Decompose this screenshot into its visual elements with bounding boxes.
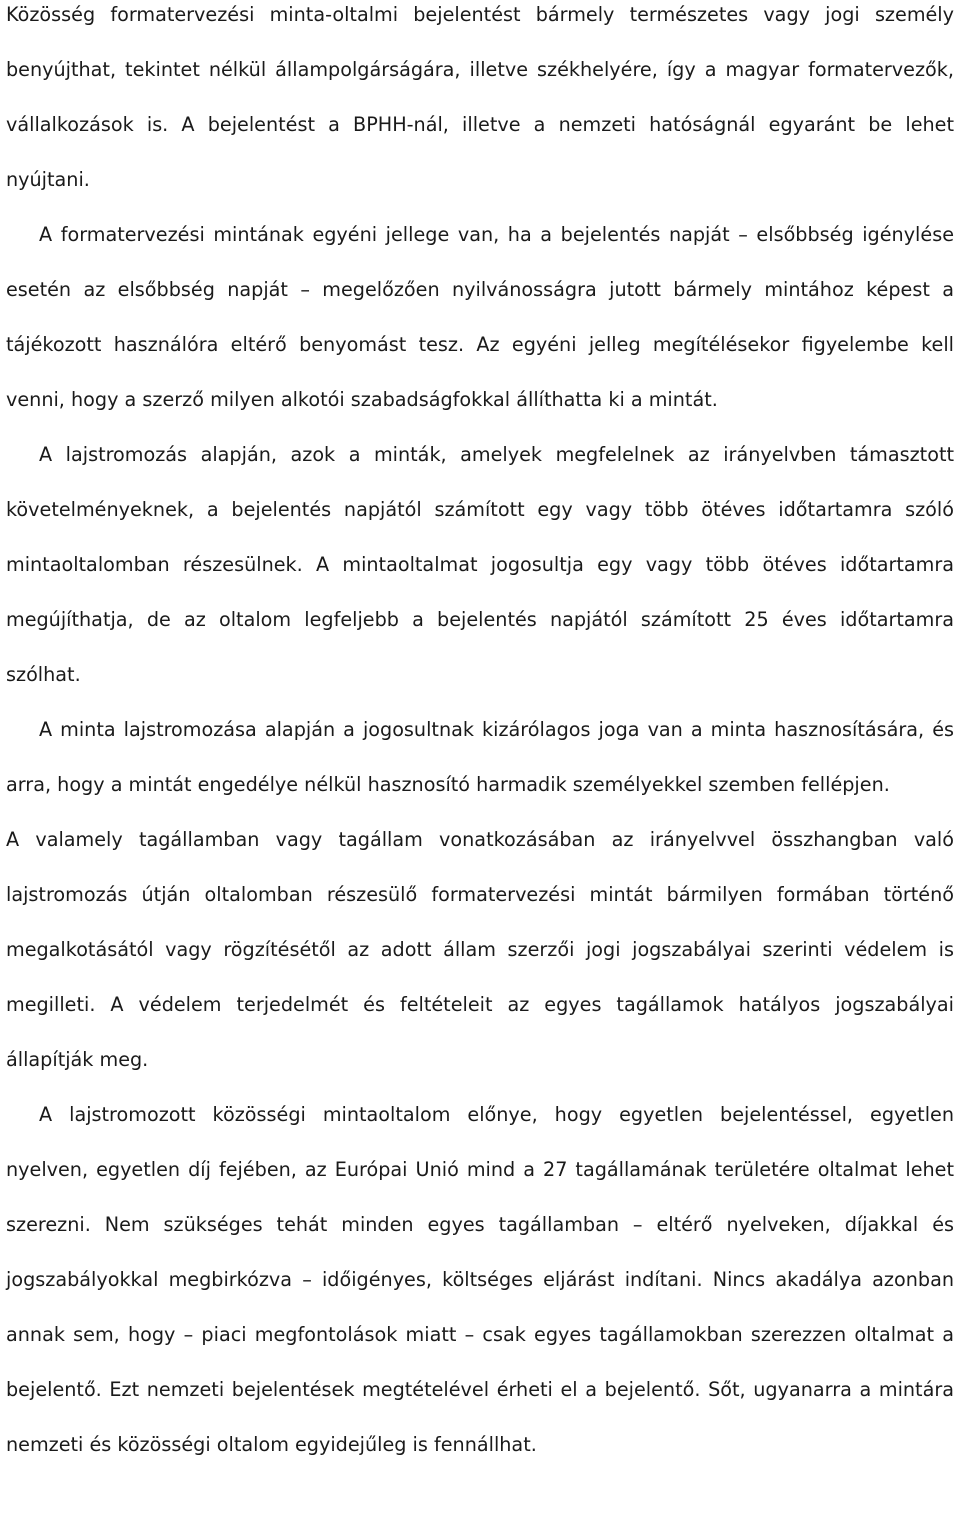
paragraph-6: A lajstromozott közösségi mintaoltalom előnye, hogy egyetlen bejelentéssel, egyetlen nyelven, egyetlen díj fejében, az Európai Unió mind a 27 tagállamának területére oltalmat lehet szerezni. Nem szükséges tehát minden egyes tagállamban – eltérő nyelveken, díjakkal és jogszabályokkal megbirkózva – időigényes, költséges eljárást indítani. Nincs akadálya azonban annak sem, hogy – piaci megfontolások miatt – csak egyes tagállamokban szerezzen oltalmat a bejelentő. Ezt nemzeti bejelentések megtételével érheti el a bejelentő. Sőt, ugyanarra a mintára nemzeti és közösségi oltalom egyidejűleg is fennállhat.	[6, 1103, 954, 1456]
paragraph-2: A formatervezési mintának egyéni jellege van, ha a bejelentés napját – elsőbbség igénylése esetén az elsőbbség napját – megelőzően nyilvánosságra jutott bármely mintához képest a tájékozott használóra eltérő benyomást tesz. Az egyéni jelleg megítélésekor figyelembe kell venni, hogy a szerző milyen alkotói szabadságfokkal állíthatta ki a mintát.	[6, 223, 954, 411]
paragraph-5: A valamely tagállamban vagy tagállam vonatkozásában az irányelvvel összhangban való lajstromozás útján oltalomban részesülő formatervezési mintát bármilyen formában történő megalkotásától vagy rögzítésétől az adott állam szerzői jogi jogszabályai szerinti védelem is megilleti. A védelem terjedelmét és feltételeit az egyes tagállamok hatályos jogszabályai állapítják meg.	[6, 828, 954, 1071]
paragraph-1: Közösség formatervezési minta-oltalmi bejelentést bármely természetes vagy jogi személy benyújthat, tekintet nélkül állampolgárságára, illetve székhelyére, így a magyar formatervezők, vállalkozások is. A bejelentést a BPHH-nál, illetve a nemzeti hatóságnál egyaránt be lehet nyújtani.	[6, 3, 954, 191]
paragraph-3: A lajstromozás alapján, azok a minták, amelyek megfelelnek az irányelvben támasztott követelményeknek, a bejelentés napjától számított egy vagy több ötéves időtartamra szóló mintaoltalomban részesülnek. A mintaoltalmat jogosultja egy vagy több ötéves időtartamra megújíthatja, de az oltalom legfeljebb a bejelentés napjától számított 25 éves időtartamra szólhat.	[6, 443, 954, 686]
paragraph-4: A minta lajstromozása alapján a jogosultnak kizárólagos joga van a minta hasznosítására, és arra, hogy a mintát engedélye nélkül hasznosító harmadik személyekkel szemben fellépjen.	[6, 718, 954, 796]
document-page	[6, 0, 954, 1472]
